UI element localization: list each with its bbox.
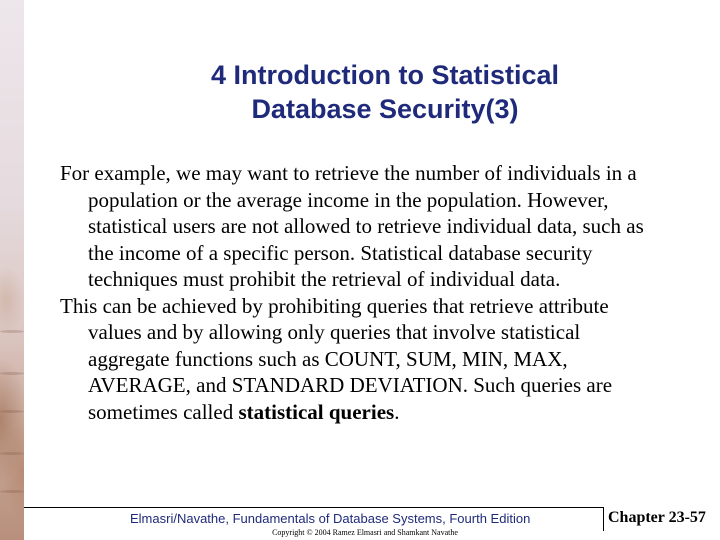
footer-book-title: Elmasri/Navathe, Fundamentals of Database Systems, Fourth Edition	[130, 511, 531, 526]
slide-body	[60, 160, 660, 425]
body-paragraph-2-end: .	[394, 399, 400, 424]
statistical-queries-term: statistical queries	[238, 399, 395, 424]
slide-title-line-1: 4 Introduction to Statistical	[210, 60, 560, 90]
body-paragraph-2	[60, 293, 660, 426]
body-paragraph-2-text: This can be achieved by prohibiting queries that retrieve attribute values and by allowing only queries that involve statistical aggregate functions such as COUNT, SUM, MIN, MAX, AVERAGE, and STANDARD DEVIATION. Such queries are sometimes called	[60, 293, 613, 424]
slide-title	[140, 58, 630, 126]
footer-copyright: Copyright © 2004 Ramez Elmasri and Shamkant Navathe	[272, 528, 458, 537]
footer-chapter-number: Chapter 23-57	[608, 509, 706, 526]
sand-dune-decoration	[0, 0, 24, 540]
slide-title-line-2: Database Security(3)	[251, 94, 519, 124]
body-paragraph-1: For example, we may want to retrieve the number of individuals in a population or the average income in the population. However, statistical users are not allowed to retrieve individual data, such as the income of a specific person. Statistical database security techniques must prohibit the retrieval of individual data.	[60, 161, 644, 291]
